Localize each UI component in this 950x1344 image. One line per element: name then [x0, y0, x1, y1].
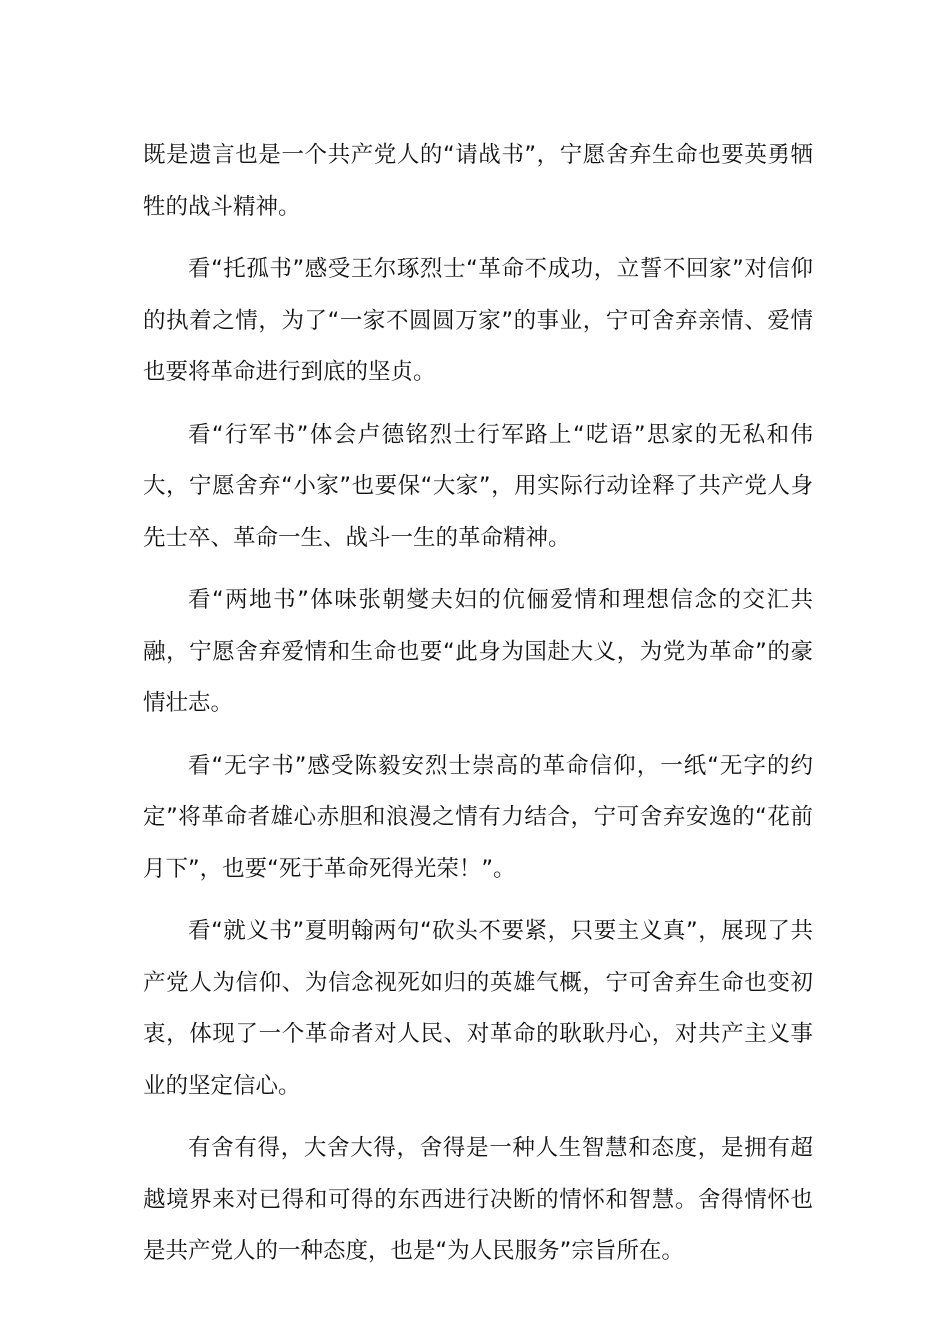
paragraph-marching-letter: 看“行军书”体会卢德铭烈士行军路上“呓语”思家的无私和伟大，宁愿舍弃“小家”也要保“大家”，用实际行动诠释了共产党人身先士卒、革命一生、战斗一生的革命精神。 — [143, 421, 813, 551]
paragraph-continuation: 既是遗言也是一个共产党人的“请战书”，宁愿舍弃生命也要英勇牺牲的战斗精神。 — [143, 142, 813, 220]
paragraph-martyrdom-letter: 看“就义书”夏明翰两句“砍头不要紧，只要主义真”，展现了共产党人为信仰、为信念视死如归的英雄气概，宁可舍弃生命也变初衷，体现了一个革命者对人民、对革命的耿耿丹心，对共产主义事业的坚定信心。 — [143, 918, 813, 1099]
paragraph-conclusion: 有舍有得，大舍大得，舍得是一种人生智慧和态度，是拥有超越境界来对已得和可得的东西进行决断的情怀和智慧。舍得情怀也是共产党人的一种态度，也是“为人民服务”宗旨所在。 — [143, 1135, 813, 1264]
document-body — [143, 130, 813, 1289]
paragraph-tuogu-letter: 看“托孤书”感受王尔琢烈士“革命不成功，立誓不回家”对信仰的执着之情，为了“一家不圆圆万家”的事业，宁可舍弃亲情、爱情也要将革命进行到底的坚贞。 — [143, 256, 813, 385]
paragraph-two-places-letter: 看“两地书”体味张朝燮夫妇的伉俪爱情和理想信念的交汇共融，宁愿舍弃爱情和生命也要“此身为国赴大义，为党为革命”的豪情壮志。 — [143, 587, 813, 716]
paragraph-wordless-letter: 看“无字书”感受陈毅安烈士崇高的革命信仰，一纸“无字的约定”将革命者雄心赤胆和浪漫之情有力结合，宁可舍弃安逸的“花前月下”，也要“死于革命死得光荣！”。 — [143, 752, 813, 882]
